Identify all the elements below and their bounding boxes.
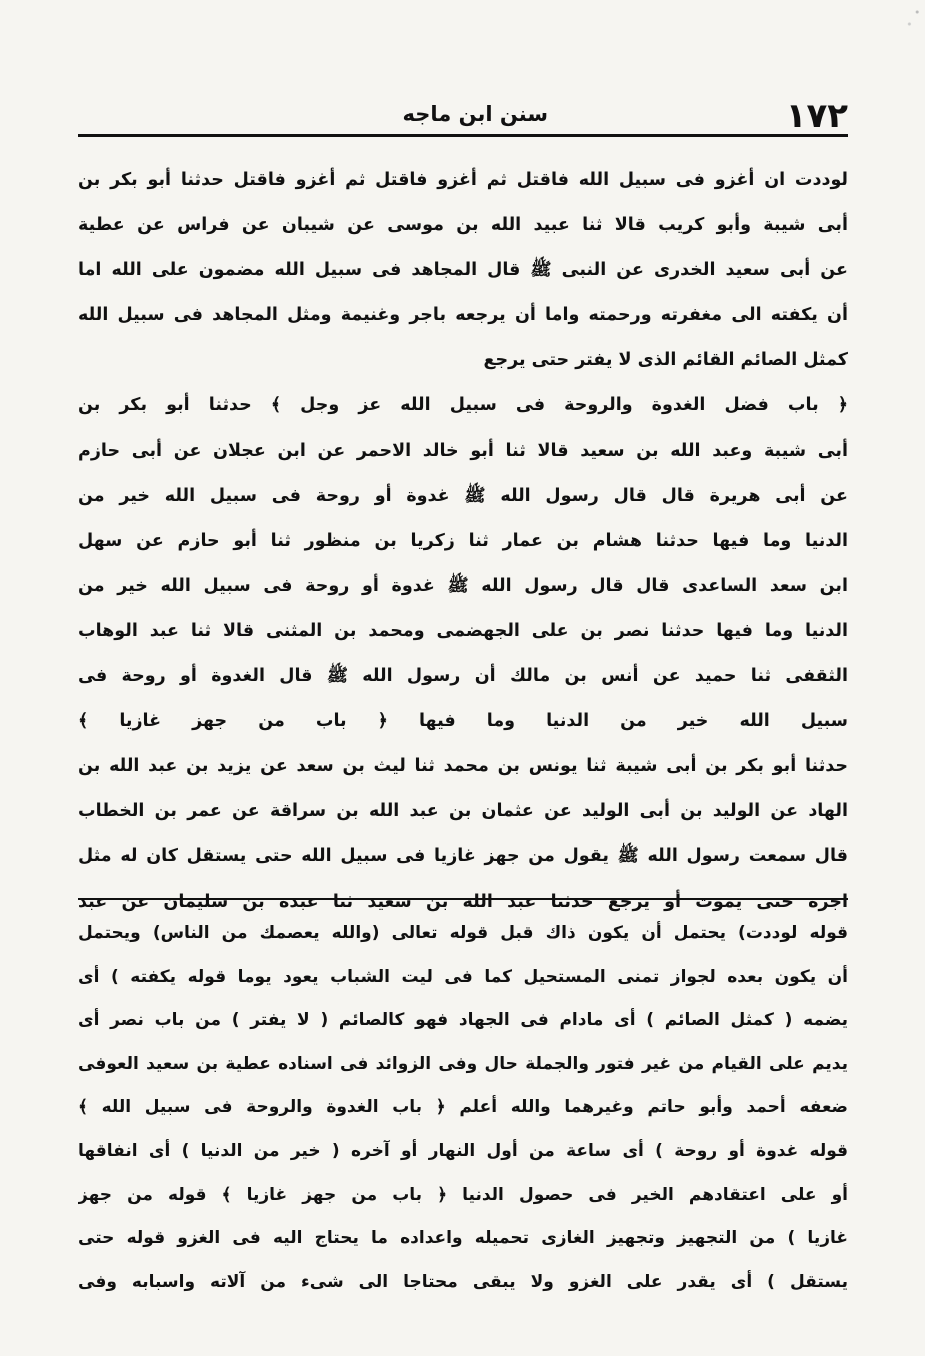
note-line: يضمه ( كمثل الصائم ) أى مادام فى الجهاد فهو كالصائم ( لا يفتر ) من باب نصر أى [78, 1010, 848, 1031]
chapter-heading-line: سبيل الله خير من الدنيا وما فيها ﴿ باب من جهز غازيا ﴾ [78, 711, 848, 732]
main-text-line: عن أبى سعيد الخدرى عن النبى ﷺ قال المجاهد فى سبيل الله مضمون على الله اما [78, 260, 848, 281]
note-line: يديم على القيام من غير فتور والجملة حال وفى الزوائد فى اسناده عطية بن سعيد العوفى [78, 1053, 848, 1074]
main-text-line: حدثنا أبو بكر بن أبى شيبة ثنا يونس بن محمد ثنا ليث بن سعد عن يزيد بن عبد الله بن [78, 756, 848, 777]
main-text-line: أبى شيبة وعبد الله بن سعيد قالا ثنا أبو خالد الاحمر عن ابن عجلان عن أبى حازم [78, 440, 848, 461]
main-text-line: كمثل الصائم القائم الذى لا يفتر حتى يرجع [483, 350, 848, 371]
note-line: قوله غدوة أو روحة ) أى ساعة من أول النهار أو آخره ( خير من الدنيا ) أى انفاقها [78, 1140, 848, 1161]
main-text-line: الثقفى ثنا حميد عن أنس بن مالك أن رسول الله ﷺ قال الغدوة أو روحة فى [78, 666, 848, 687]
main-text-line: أن يكفته الى مغفرته ورحمته واما أن يرجعه باجر وغنيمة ومثل المجاهد فى سبيل الله [78, 305, 848, 326]
running-title: سنن ابن ماجه [402, 102, 548, 126]
main-text-line: اجره حتى يموت أو يرجع حدثنا عبد الله بن سعيد ثنا عبدة بن سليمان عن عبد [78, 891, 848, 912]
main-text-line: الدنيا وما فيها حدثنا نصر بن على الجهضمى ومحمد بن المثنى قالا ثنا عبد الوهاب [78, 620, 848, 641]
main-text-line: قال سمعت رسول الله ﷺ يقول من جهز غازيا فى سبيل الله حتى يستقل كان له مثل [78, 846, 848, 867]
header-rule [78, 134, 848, 137]
note-line: يستقل ) أى يقدر على الغزو ولا يبقى محتاجا الى شىء من آلاته واسبابه وفى [78, 1271, 848, 1292]
footnote-divider [78, 898, 848, 900]
scan-speck [899, 0, 925, 40]
page-number: ١٧٢ [785, 96, 848, 136]
main-text-line: الهاد عن الوليد بن أبى الوليد عن عثمان بن عبد الله بن سراقة عن عمر بن الخطاب [78, 801, 848, 822]
main-text-line: عن أبى هريرة قال قال رسول الله ﷺ غدوة أو روحة فى سبيل الله خير من [78, 485, 848, 506]
main-text [78, 158, 848, 925]
main-text-line: أبى شيبة وأبو كريب قالا ثنا عبيد الله بن موسى عن شيبان عن فراس عن عطية [78, 215, 848, 236]
main-text-line: لوددت ان أغزو فى سبيل الله فاقتل ثم أغزو فاقتل ثم أغزو فاقتل حدثنا أبو بكر بن [78, 170, 848, 190]
note-line: أو على اعتقادهم الخير فى حصول الدنيا ﴿ باب من جهز غازيا ﴾ قوله من جهز [78, 1184, 848, 1205]
note-line: أن يكون بعده لجواز تمنى المستحيل كما فى ليت الشباب يعود يوما قوله يكفته ) أى [78, 966, 848, 987]
page-header [78, 96, 848, 136]
chapter-heading-line: ﴿ باب فضل الغدوة والروحة فى سبيل الله عز وجل ﴾ حدثنا أبو بكر بن [78, 395, 848, 416]
note-line: قوله لوددت) يحتمل أن يكون ذاك قبل قوله تعالى (والله يعصمك من الناس) ويحتمل [78, 923, 848, 943]
main-text-line: الدنيا وما فيها حدثنا هشام بن عمار ثنا زكريا بن منظور ثنا أبو حازم عن سهل [78, 530, 848, 551]
note-line: غازيا ) من التجهيز وتجهيز الغازى تحميله واعداده ما يحتاج اليه فى الغزو قوله حتى [78, 1228, 848, 1249]
note-line: ضعفه أحمد وأبو حاتم وغيرهما والله أعلم ﴿ باب الغدوة والروحة فى سبيل الله ﴾ [78, 1097, 848, 1118]
main-text-line: ابن سعد الساعدى قال قال رسول الله ﷺ غدوة أو روحة فى سبيل الله خير من [78, 575, 848, 596]
commentary-notes [78, 912, 848, 1304]
